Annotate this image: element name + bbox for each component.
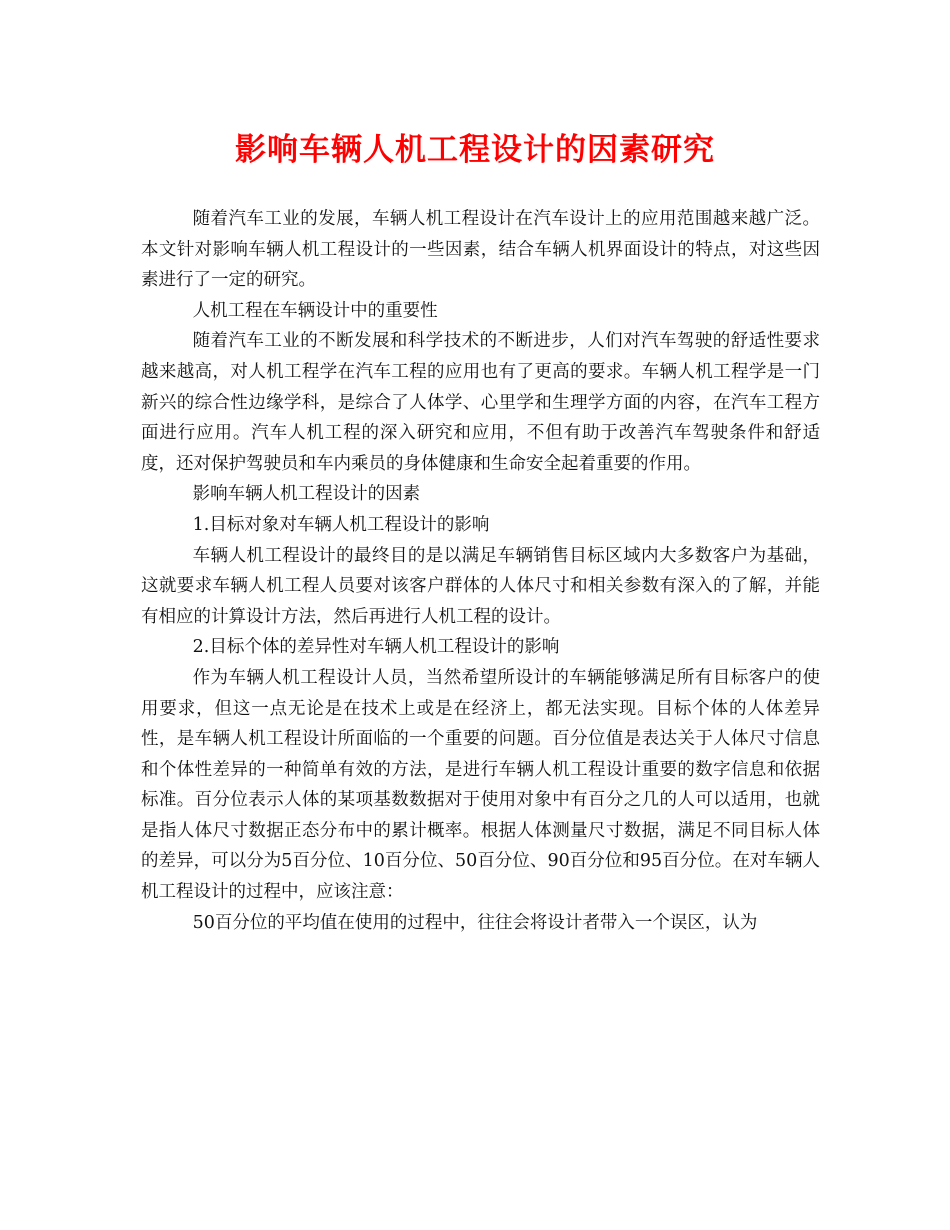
section-heading-factors: 影响车辆人机工程设计的因素: [192, 484, 421, 505]
document-title: 影响车辆人机工程设计的因素研究: [235, 132, 715, 168]
section-heading-importance: 人机工程在车辆设计中的重要性: [192, 300, 438, 321]
subsection-heading-individual-difference: 2.目标个体的差异性对车辆人机工程设计的影响: [192, 637, 560, 658]
importance-paragraph: 随着汽车工业的不断发展和科学技术的不断进步，人们对汽车驾驶的舒适性要求越来越高，对人机工程学在汽车工程的应用也有了更高的要求。车辆人机工程学是一门新兴的综合性边缘学科，是综合了人体学、心里学和生理学方面的内容，在汽车工程方面进行应用。汽车人机工程的深入研究和应用，不但有助于改善汽车驾驶条件和舒适度，还对保护驾驶员和车内乘员的身体健康和生命安全起着重要的作用。: [141, 331, 820, 474]
individual-difference-paragraph: 作为车辆人机工程设计人员，当然希望所设计的车辆能够满足所有目标客户的使用要求，但这一点无论是在技术上或是在经济上，都无法实现。目标个体的人体差异性，是车辆人机工程设计所面临的一个重要的问题。百分位值是表达关于人体尺寸信息和个体性差异的一种简单有效的方法，是进行车辆人机工程设计重要的数字信息和依据标准。百分位表示人体的某项基数数据对于使用对象中有百分之几的人可以适用，也就是指人体尺寸数据正态分布中的累计概率。根据人体测量尺寸数据，满足不同目标人体的差异，可以分为5百分位、10百分位、50百分位、90百分位和95百分位。在对车辆人机工程设计的过程中，应该注意：: [141, 667, 820, 903]
document-body: [141, 204, 820, 938]
subsection-heading-target-object: 1.目标对象对车辆人机工程设计的影响: [192, 514, 490, 535]
target-object-paragraph: 车辆人机工程设计的最终目的是以满足车辆销售目标区域内大多数客户为基础，这就要求车辆人机工程人员要对该客户群体的人体尺寸和相关参数有深入的了解，并能有相应的计算设计方法，然后再进行人机工程的设计。: [141, 545, 820, 627]
percentile-paragraph: 50百分位的平均值在使用的过程中，往往会将设计者带入一个误区，认为: [192, 912, 758, 933]
intro-paragraph: 随着汽车工业的发展，车辆人机工程设计在汽车设计上的应用范围越来越广泛。本文针对影响车辆人机工程设计的一些因素，结合车辆人机界面设计的特点，对这些因素进行了一定的研究。: [141, 209, 820, 291]
